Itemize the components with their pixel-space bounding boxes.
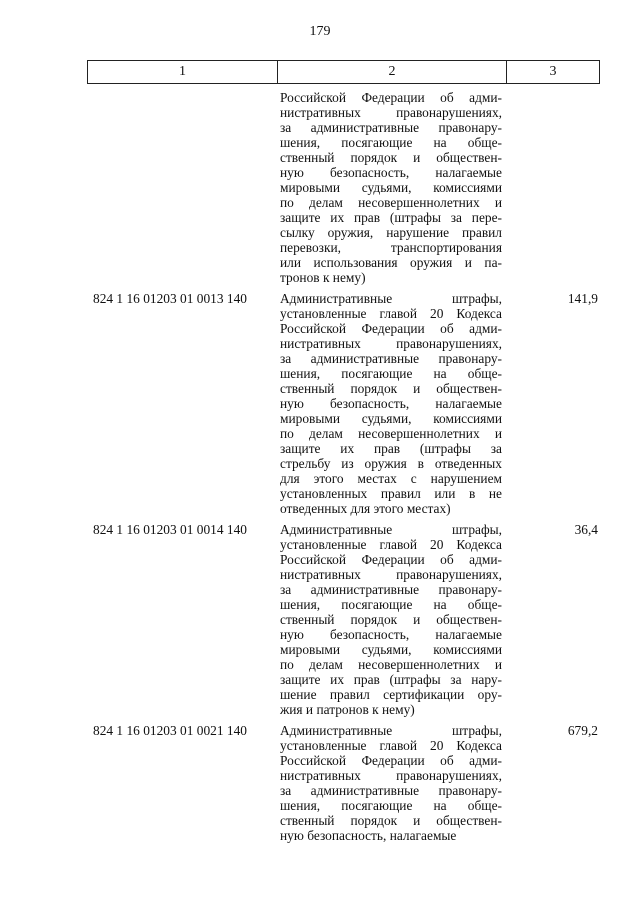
description-line: шения, посягающие на обще- (280, 798, 502, 813)
description-line: ственный порядок и обществен- (280, 381, 502, 396)
table-row (0, 90, 640, 285)
description-line: ственный порядок и обществен- (280, 150, 502, 165)
column-header-row (87, 60, 600, 84)
description-line: защите их прав (штрафы за пере- (280, 210, 502, 225)
description-line: ную безопасность, налагаемые (280, 165, 502, 180)
description-line: шения, посягающие на обще- (280, 597, 502, 612)
description-line: Российской Федерации об адми- (280, 90, 502, 105)
description-line: за административные правонару- (280, 120, 502, 135)
description-line: мировыми судьями, комиссиями (280, 180, 502, 195)
column-header-3: 3 (549, 64, 557, 79)
table-row (0, 522, 640, 717)
column-header-2: 2 (278, 61, 507, 83)
row-description (280, 522, 502, 717)
description-line: шения, посягающие на обще- (280, 135, 502, 150)
description-line: нистративных правонарушениях, (280, 567, 502, 582)
row-description (280, 291, 502, 516)
description-line: ственный порядок и обществен- (280, 612, 502, 627)
description-line: ную безопасность, налагаемые (280, 828, 457, 843)
description-line: ственный порядок и обществен- (280, 813, 502, 828)
budget-code: 824 1 16 01203 01 0013 140 (93, 291, 247, 306)
budget-code: 824 1 16 01203 01 0014 140 (93, 522, 247, 537)
budget-code: 824 1 16 01203 01 0021 140 (93, 723, 247, 738)
description-line: установленные главой 20 Кодекса (280, 738, 502, 753)
description-line: отведенных для этого местах) (280, 501, 451, 516)
row-description (280, 723, 502, 843)
description-line: установленных правил или в не (280, 486, 502, 501)
description-line: мировыми судьями, комиссиями (280, 411, 502, 426)
description-line: жия и патронов к нему) (280, 702, 415, 717)
description-line: по делам несовершеннолетних и (280, 195, 502, 210)
description-line: по делам несовершеннолетних и (280, 426, 502, 441)
description-line: мировыми судьями, комиссиями (280, 642, 502, 657)
description-line: тронов к нему) (280, 270, 366, 285)
description-line: нистративных правонарушениях, (280, 336, 502, 351)
description-line: перевозки, транспортирования (280, 240, 502, 255)
description-line: ную безопасность, налагаемые (280, 396, 502, 411)
description-line: защите их прав (штрафы за (280, 441, 502, 456)
description-line: за административные правонару- (280, 582, 502, 597)
page-number: 179 (309, 24, 331, 39)
description-line: шения, посягающие на обще- (280, 366, 502, 381)
description-line: установленные главой 20 Кодекса (280, 306, 502, 321)
amount-value: 679,2 (567, 723, 598, 738)
description-line: сылку оружия, нарушение правил (280, 225, 502, 240)
description-line: ную безопасность, налагаемые (280, 627, 502, 642)
description-line: нистративных правонарушениях, (280, 768, 502, 783)
description-line: защите их прав (штрафы за нару- (280, 672, 502, 687)
description-line: или использования оружия и па- (280, 255, 502, 270)
description-line: стрельбу из оружия в отведенных (280, 456, 502, 471)
description-line: Административные штрафы, (280, 522, 502, 537)
description-line: установленные главой 20 Кодекса (280, 537, 502, 552)
description-line: Административные штрафы, (280, 291, 502, 306)
amount-value: 141,9 (567, 291, 598, 306)
description-line: за административные правонару- (280, 351, 502, 366)
table-row (0, 723, 640, 843)
description-line: по делам несовершеннолетних и (280, 657, 502, 672)
description-line: Российской Федерации об адми- (280, 321, 502, 336)
description-line: для этого местах с нарушением (280, 471, 502, 486)
table-row (0, 291, 640, 516)
amount-value: 36,4 (574, 522, 598, 537)
description-line: Российской Федерации об адми- (280, 552, 502, 567)
row-description (280, 90, 502, 285)
table-body (0, 90, 640, 843)
description-line: Российской Федерации об адми- (280, 753, 502, 768)
column-header-1: 1 (88, 61, 278, 83)
description-line: за административные правонару- (280, 783, 502, 798)
description-line: шение правил сертификации ору- (280, 687, 502, 702)
description-line: нистративных правонарушениях, (280, 105, 502, 120)
description-line: Административные штрафы, (280, 723, 502, 738)
